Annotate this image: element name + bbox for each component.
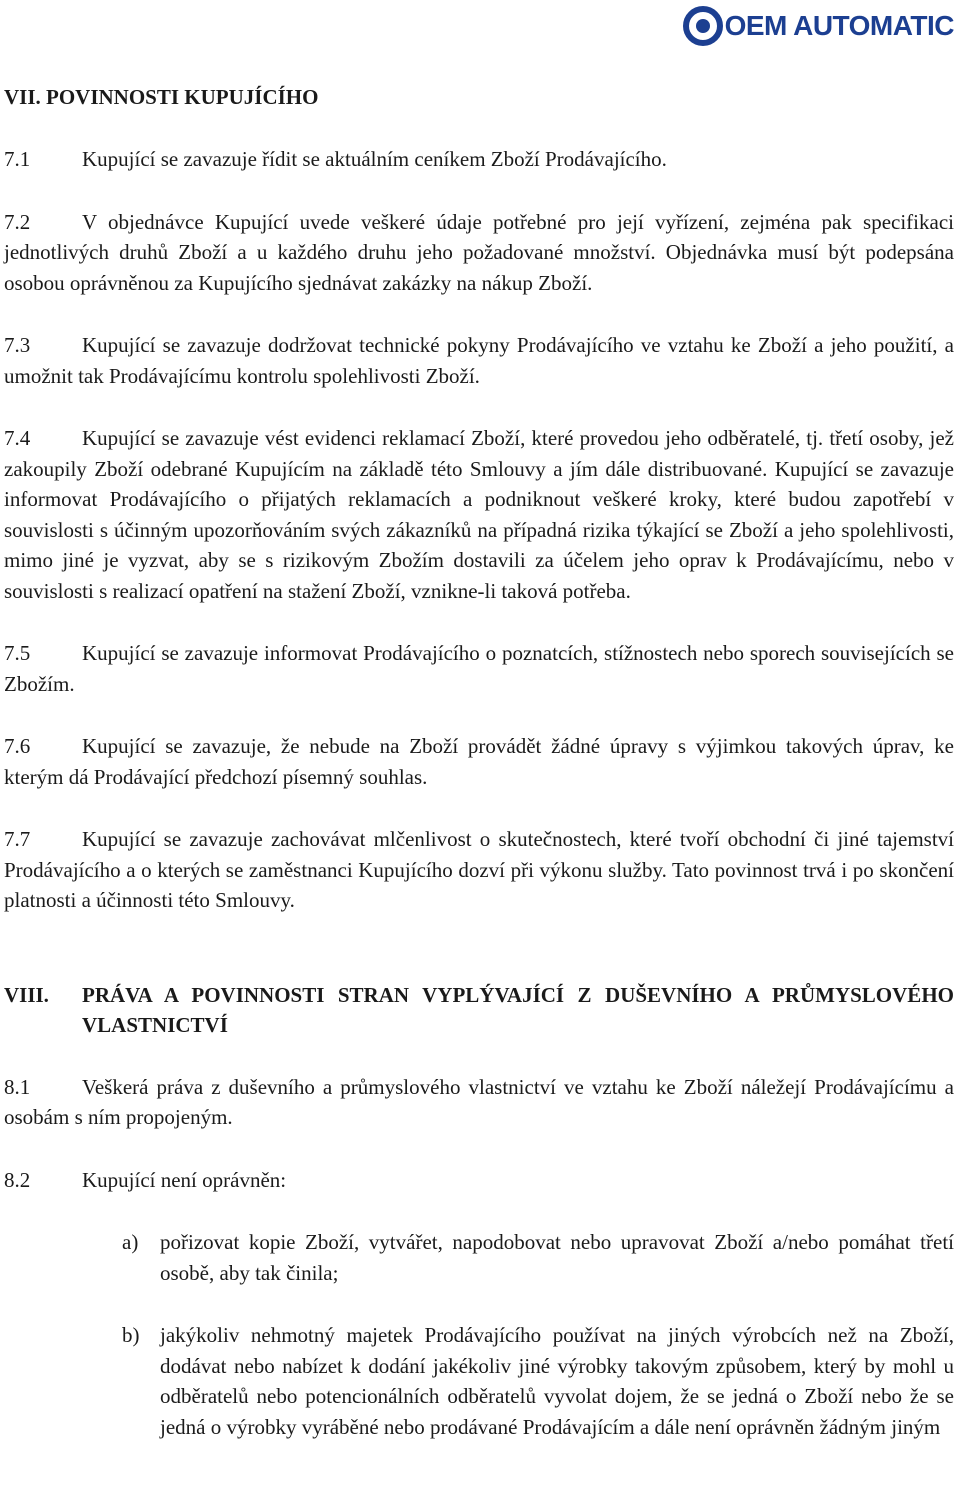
clause-8-1 — [4, 1072, 954, 1133]
clause-number: 7.4 — [4, 426, 31, 450]
clause-text: Kupující se zavazuje řídit se aktuálním ceníkem Zboží Prodávajícího. — [82, 147, 667, 171]
clause-number: 7.1 — [4, 147, 31, 171]
clause-7-3 — [4, 330, 954, 391]
list-item-a — [122, 1227, 954, 1288]
clause-text: V objednávce Kupující uvede veškeré údaje potřebné pro její vyřízení, zejména pak specifikaci jednotlivých druhů Zboží a u každého druhu jeho požadované množství. Objednávka musí být podepsána osobou oprávněnou za Kupujícího sjednávat zakázky na nákup Zboží. — [4, 209, 954, 295]
list-item-label: b) — [122, 1323, 140, 1347]
clause-8-2 — [4, 1165, 954, 1196]
section-8-number: VIII. — [4, 982, 49, 1007]
list-item-text: jakýkoliv nehmotný majetek Prodávajícího používat na jiných výrobcích než na Zboží, dodávat nebo nabízet k dodání jakékoliv jiné výrobky takovým způsobem, který by mohl u odběratelů nebo potencionálních odběratelů vyvolat dojem, že se jedná o Zboží nebo že se jedná o výrobky vyráběné nebo prodávané Prodávajícím a dále není oprávněn žádným jiným — [160, 1323, 954, 1439]
clause-text: Kupující není oprávněn: — [82, 1167, 287, 1192]
document-body — [4, 82, 954, 1442]
clause-number: 7.5 — [4, 641, 31, 665]
clause-text: Veškerá práva z duševního a průmyslového vlastnictví ve vztahu ke Zboží náležejí Prodávajícímu a osobám s ním propojeným. — [4, 1074, 954, 1129]
clause-text: Kupující se zavazuje vést evidenci reklamací Zboží, které provedou jeho odběratelé, tj. třetí osoby, jež zakoupily Zboží odebrané Kupujícím na základě této Smlouvy a jím dále distribuované. Kupující se zavazuje informovat Prodávajícího o přijatých reklamacích a podniknout veškeré kroky, které budou zapotřebí v souvislosti s účinným upozorňováním svých zákazníků na případná rizika týkající se Zboží a jeho spolehlivosti, mimo jiné je vyzvat, aby se s rizikovým Zbožím dostavili za účelem jeho oprav k Prodávajícímu, nebo v souvislosti s realizací opatření na stažení Zboží, vznikne-li taková potřeba. — [4, 426, 954, 603]
list-item-text: pořizovat kopie Zboží, vytvářet, napodobovat nebo upravovat Zboží a/nebo pomáhat třetí osobě, aby tak činila; — [160, 1230, 954, 1285]
company-logo — [683, 6, 954, 46]
clause-7-6 — [4, 731, 954, 792]
clause-number: 7.6 — [4, 734, 31, 758]
clause-number: 7.2 — [4, 209, 31, 234]
clause-number: 7.3 — [4, 333, 31, 357]
clause-text: Kupující se zavazuje zachovávat mlčenlivost o skutečnostech, které tvoří obchodní či jiné tajemství Prodávajícího a o kterých se zaměstnanci Kupujícího dozví při výkonu služby. Tato povinnost trvá i po skončení platnosti a účinnosti této Smlouvy. — [4, 827, 954, 912]
clause-text: Kupující se zavazuje informovat Prodávajícího o poznatcích, stížnostech nebo sporech souvisejících se Zbožím. — [4, 641, 954, 696]
clause-number: 7.7 — [4, 827, 31, 851]
list-item-label: a) — [122, 1230, 139, 1254]
clause-7-5 — [4, 638, 954, 699]
clause-7-4 — [4, 423, 954, 606]
section-8-title: PRÁVA A POVINNOSTI STRAN VYPLÝVAJÍCÍ Z DUŠEVNÍHO A PRŮMYSLOVÉHO VLASTNICTVÍ — [82, 982, 954, 1037]
clause-text: Kupující se zavazuje, že nebude na Zboží provádět žádné úpravy s výjimkou takových úprav, ke kterým dá Prodávající předchozí písemný souhlas. — [4, 734, 954, 789]
clause-7-2 — [4, 207, 954, 299]
clause-text: Kupující se zavazuje dodržovat technické pokyny Prodávajícího ve vztahu ke Zboží a jeho použití, a umožnit tak Prodávajícímu kontrolu spolehlivosti Zboží. — [4, 333, 954, 388]
section-7-title: VII. POVINNOSTI KUPUJÍCÍHO — [4, 85, 319, 109]
clause-number: 8.2 — [4, 1167, 31, 1192]
clause-7-7 — [4, 824, 954, 916]
clause-number: 8.1 — [4, 1074, 31, 1099]
list-item-b — [122, 1320, 954, 1442]
section-8-heading — [4, 980, 954, 1040]
oem-logo-mark-icon — [683, 6, 723, 46]
logo-text: OEM AUTOMATIC — [724, 10, 954, 41]
clause-7-1 — [4, 144, 954, 175]
